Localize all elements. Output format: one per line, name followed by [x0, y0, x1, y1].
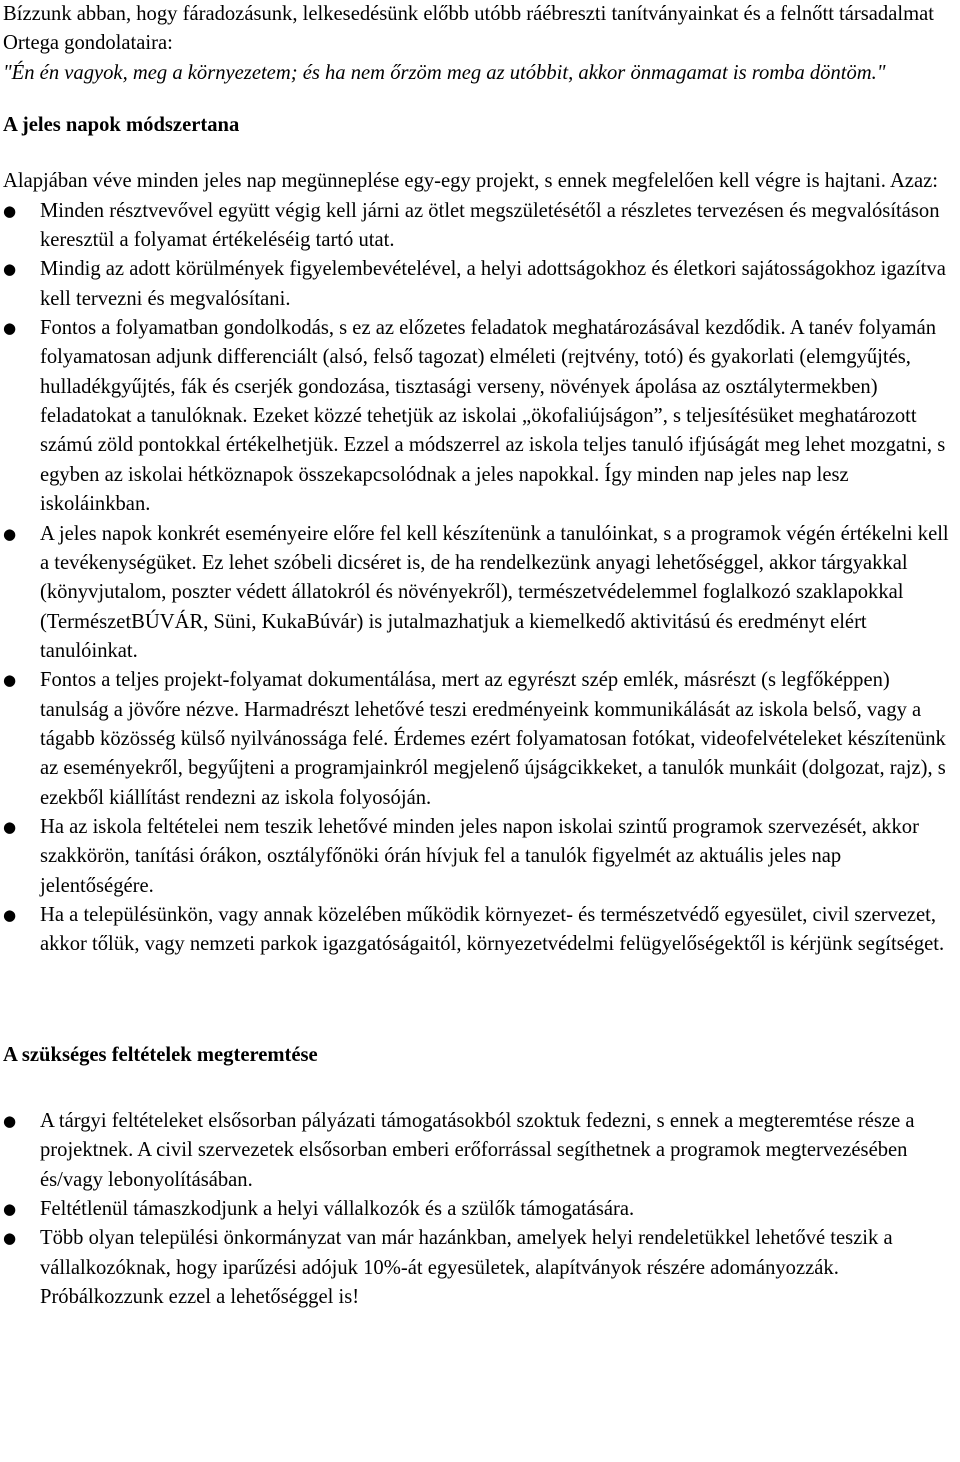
list-item-text: Ha az iskola feltételei nem teszik lehetővé minden jeles napon iskolai szintű programok szervezését, akkor szakkörön, tanítási órákon, osztályfőnöki órán hívjuk fel a tanulók figyelmét az aktuális jeles nap jelentőségére. — [40, 815, 919, 897]
list-item-text: Fontos a teljes projekt-folyamat dokumentálása, mert az egyrészt szép emlék, másrészt (s legfőképpen) tanulság a jövőre nézve. Harmadrészt lehetővé teszi eredményeink kommunikálását az iskola belső, vagy a tágabb közösség külső nyilvánossága felé. Érdemes ezért folyamatosan fotókat, videofelvételeket készítenünk az eseményekről, begyűjteni a programjainkról megjelenő újságcikkeket, a tanulók munkáit (dolgozat, rajz), s ezekből kiállítást rendezni az iskola folyosóján. — [40, 669, 946, 809]
bullet-icon: ● — [3, 260, 17, 279]
list-item-text: A tárgyi feltételeket elsősorban pályázati támogatásokból szoktuk fedezni, s ennek a megteremtése része a projektnek. A civil szervezetek elsősorban emberi erőforrással segíthetnek a programok megtervezésében és/vagy lebonyolításában. — [40, 1110, 915, 1191]
list-item-text: Mindig az adott körülmények figyelembevételével, a helyi adottságokhoz és életkori sajátosságokhoz igazítva kell tervezni és megvalósítani. — [40, 258, 946, 310]
list-item-text: A jeles napok konkrét eseményeire előre fel kell készítenünk a tanulóinkat, s a programok végén értékelni kell a tevékenységüket. Ez lehet szóbeli dicséret is, de ha rendelkezünk anyagi lehetőséggel, akkor tárgyakkal (könyvjutalom, poszter védett állatokról és növényekről), természetvédelemmel foglalkozó szaklapokkal (TermészetBÚVÁR, Süni, KukaBúvár) is jutalmazhatjuk a kiemelkedő aktivitású és eredményt elért tanulóinkat. — [40, 522, 949, 662]
list-item — [3, 197, 951, 256]
list-item — [3, 666, 951, 813]
list-item — [3, 314, 951, 519]
methodology-paragraph: Alapjában véve minden jeles nap megünneplése egy-egy projekt, s ennek megfelelően kell végre is hajtani. Azaz: — [3, 170, 938, 193]
list-item — [3, 901, 951, 960]
bullet-icon: ● — [3, 1200, 17, 1219]
intro-lead: Bízzunk abban, hogy fáradozásunk, lelkesedésünk előbb utóbb ráébreszti tanítványainkat és a felnőtt társadalmat Ortega gondolataira: — [3, 3, 934, 55]
list-item — [3, 1107, 951, 1195]
list-item — [3, 1224, 951, 1312]
list-item-text: Feltétlenül támaszkodjunk a helyi vállalkozók és a szülők támogatására. — [40, 1198, 635, 1221]
bullet-icon: ● — [3, 671, 17, 690]
document-page — [3, 0, 951, 1312]
bullet-icon: ● — [3, 1112, 17, 1130]
list-item — [3, 255, 951, 314]
methodology-list — [3, 197, 951, 960]
list-item-text: Minden résztvevővel együtt végig kell járni az ötlet megszületésétől a részletes tervezésen és megvalósításon keresztül a folyamat értékeléséig tartó utat. — [40, 199, 940, 252]
list-item — [3, 520, 951, 667]
section-title-methodology: A jeles napok módszertana — [3, 114, 240, 137]
intro-paragraph — [3, 0, 951, 88]
bullet-icon: ● — [3, 1229, 17, 1248]
list-item-text: Ha a településünkön, vagy annak közelében működik környezet- és természetvédő egyesület, civil szervezet, akkor tőlük, vagy nemzeti parkok igazgatóságaitól, környezetvédelmi felügyelőségektől is kérjünk segítséget. — [40, 903, 945, 956]
bullet-icon: ● — [3, 319, 17, 338]
ortega-quote: "Én én vagyok, meg a környezetem; és ha nem őrzöm meg az utóbbit, akkor önmagamat is romba döntöm." — [3, 61, 886, 84]
list-item — [3, 813, 951, 901]
bullet-icon: ● — [3, 201, 17, 220]
bullet-icon: ● — [3, 817, 17, 836]
list-item — [3, 1195, 951, 1224]
list-item-text: Több olyan települési önkormányzat van már hazánkban, amelyek helyi rendeletükkel lehetővé teszik a vállalkozóknak, hogy iparűzési adójuk 10%-át egyesületek, alapítványok részére adományozzák. Próbálkozzunk ezzel a lehetőséggel is! — [40, 1227, 893, 1309]
conditions-list — [3, 1107, 951, 1312]
bullet-icon: ● — [3, 905, 17, 924]
section-title-conditions: A szükséges feltételek megteremtése — [3, 1043, 318, 1066]
list-item-text: Fontos a folyamatban gondolkodás, s ez az előzetes feladatok meghatározásával kezdődik. A tanév folyamán folyamatosan adjunk differenciált (alsó, felső tagozat) elméleti (rejtvény, totó) és gyakorlati (elemgyűjtés, hulladékgyűjtés, fák és cserjék gondozása, tisztasági verseny, növények ápolása az osztálytermekben) feladatokat a tanulóknak. Ezeket közzé tehetjük az iskolai „ökofaliújságon”, s teljesítésüket meghatározott számú zöld pontokkal értékelhetjük. Ezzel a módszerrel az iskola teljes tanuló ifjúságát meg lehet mozgatni, s egyben az iskolai hétköznapok összekapcsolódnak a jeles napokkal. Így minden nap jeles nap lesz iskoláinkban. — [40, 317, 946, 516]
bullet-icon: ● — [3, 524, 17, 543]
